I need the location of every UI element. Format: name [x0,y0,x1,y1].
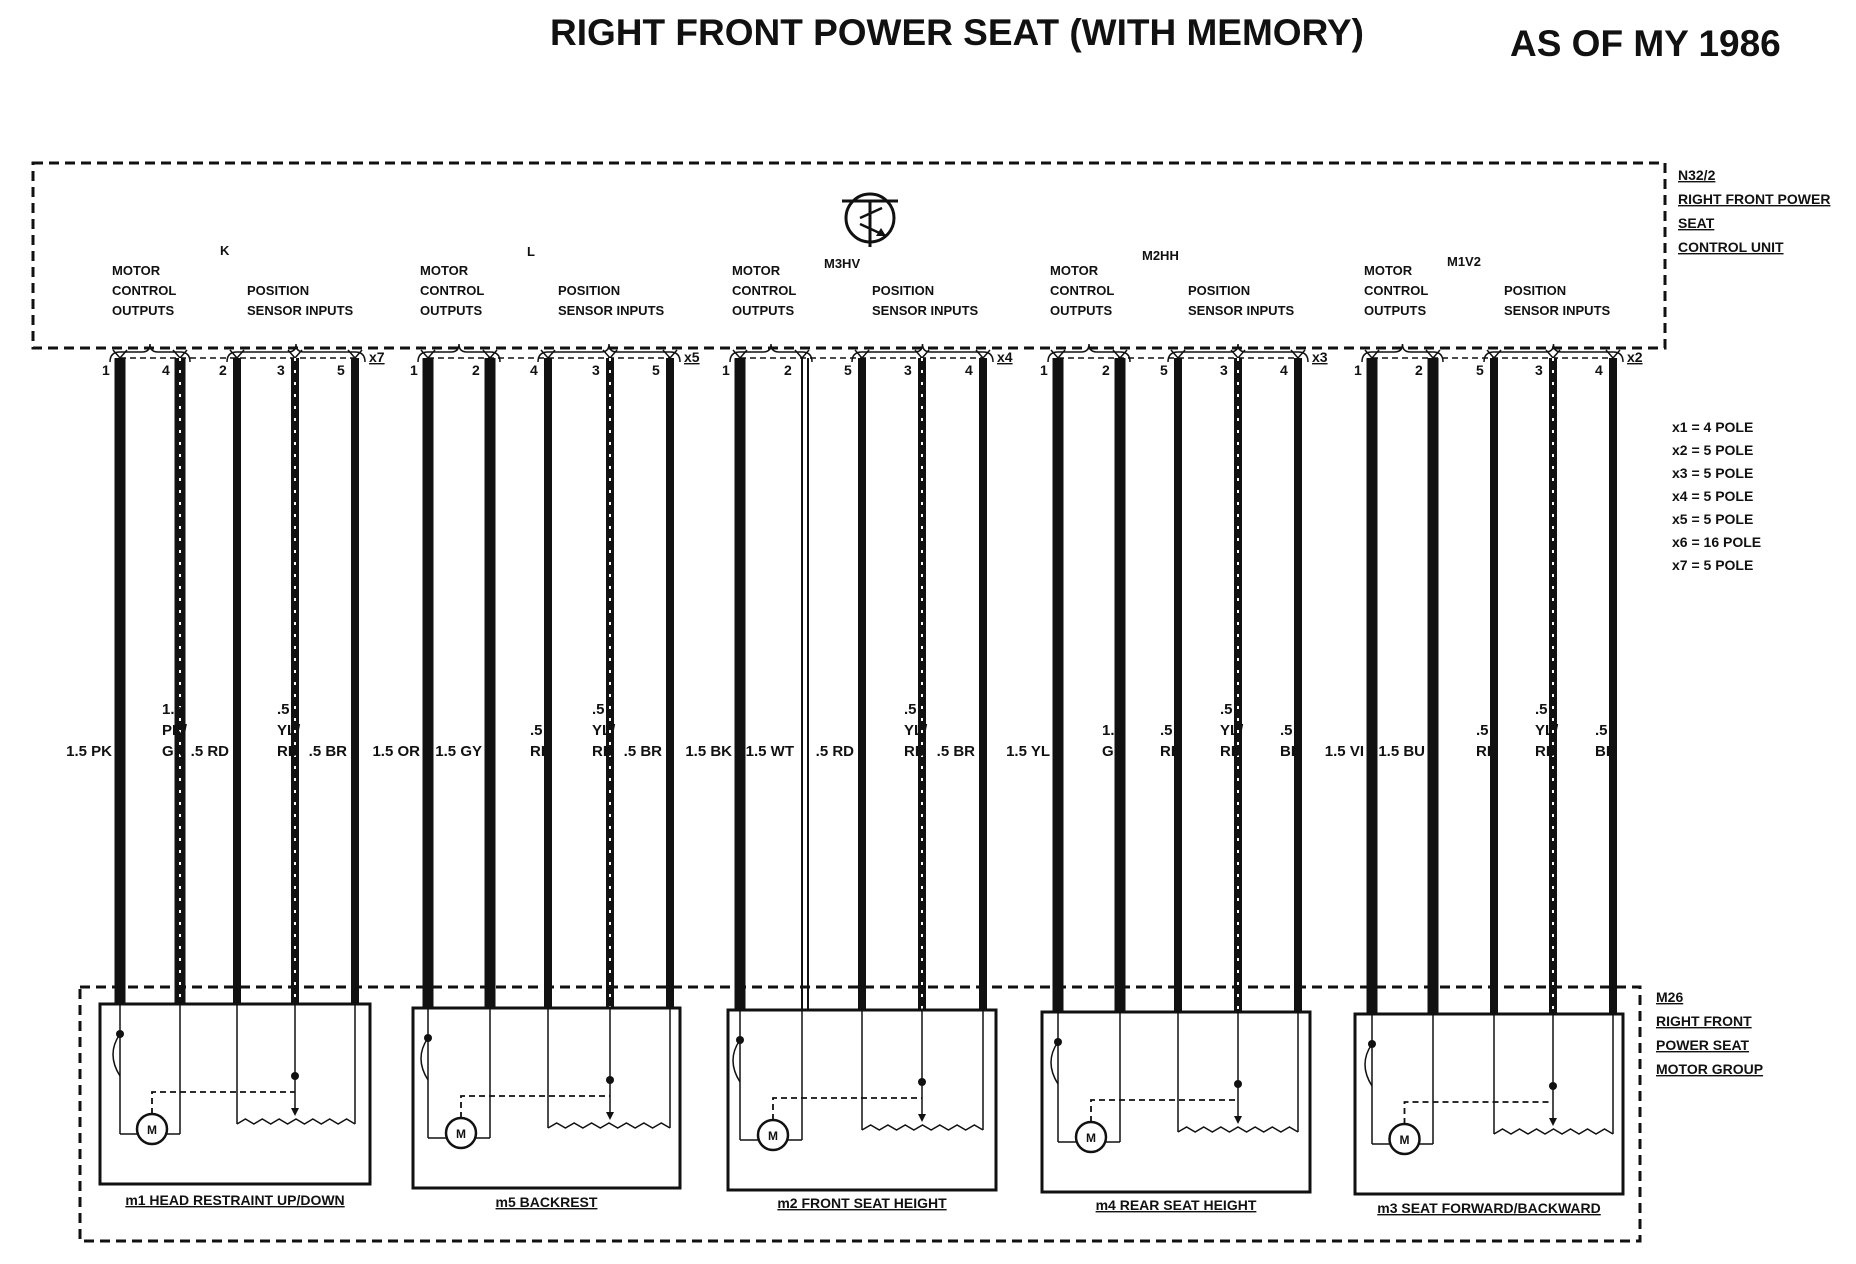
model-year-note: AS OF MY 1986 [1510,23,1781,64]
pin-tick [1051,350,1065,358]
wire-label: .5 [1280,722,1293,739]
connector-id-label: x5 [684,349,700,365]
pin-tick [113,350,127,358]
pin-number: 3 [1535,362,1543,378]
connector-id-label: x2 [1627,349,1643,365]
connector-id-label: x7 [369,349,385,365]
section-code-label: K [220,243,230,258]
sensor-inputs-label: SENSOR INPUTS [872,303,979,318]
sensor-inputs-label: POSITION [247,283,310,298]
pin-tick [1171,350,1185,358]
motor-symbol-letter: M [147,1123,157,1137]
wire-label: 1.5 [1102,722,1123,739]
wire [530,350,555,1008]
wire [685,350,747,1010]
wire [592,350,617,1008]
wiper-node [1234,1080,1242,1088]
wire-label: .5 [904,701,917,718]
legend-x2: x2 = 5 POLE [1672,442,1754,458]
motor-box [1042,1012,1310,1192]
wire-label: RD [277,743,299,760]
pin-number: 5 [337,362,345,378]
pin-number: 2 [1415,362,1423,378]
wire-label: .5 RD [815,743,854,760]
wire-label: 1.5 VI [1324,743,1364,760]
pin-number: 3 [1220,362,1228,378]
sensor-inputs-label: SENSOR INPUTS [247,303,354,318]
motor-symbol-letter: M [1399,1133,1410,1147]
switch-contact [424,1034,432,1042]
connector-legend [1672,419,1761,573]
wire-label: 1.5 YL [1006,743,1050,760]
pin-number: 2 [1102,362,1110,378]
motor-outputs-label: MOTOR [732,263,781,278]
section-code-label: M3HV [824,256,861,271]
wire-label: .5 [530,722,543,739]
pin-number: 4 [162,362,170,378]
wiring-section [685,256,1012,1211]
pin-number: 4 [530,362,538,378]
pin-tick [173,350,187,358]
motor-name-label: m4 REAR SEAT HEIGHT [1095,1197,1257,1213]
wiper-node [1549,1082,1557,1090]
pin-tick [663,350,677,358]
pin-number: 1 [722,362,730,378]
wire-label: RD [1476,743,1498,760]
motor-group-id: M26 [1656,989,1684,1005]
wire [1378,350,1440,1014]
wire [624,350,677,1008]
wire [904,350,929,1010]
pin-number: 3 [904,362,912,378]
wire [191,350,244,1004]
legend-x1: x1 = 4 POLE [1672,419,1754,435]
switch-contact [736,1036,744,1044]
legend-x5: x5 = 5 POLE [1672,511,1754,527]
wiring-section [66,243,385,1208]
pin-tick [1487,350,1501,358]
wire-label: .5 [1220,701,1233,718]
wire [66,350,127,1004]
pin-number: 1 [102,362,110,378]
motor-group-line-3: MOTOR GROUP [1656,1061,1764,1077]
wire-label: .5 BR [936,743,975,760]
wire [1595,350,1620,1014]
motor-outputs-label: CONTROL [420,283,485,298]
sensor-inputs-label: POSITION [1504,283,1567,298]
pin-tick [733,350,747,358]
pin-number: 3 [592,362,600,378]
pin-number: 5 [1160,362,1168,378]
sensor-inputs-label: SENSOR INPUTS [1504,303,1611,318]
wire [816,350,869,1010]
wire-label: .5 [1595,722,1608,739]
motor-outputs-label: MOTOR [112,263,161,278]
wire-label: RD [592,743,614,760]
wire-label: YL/ [1220,722,1244,739]
motor-outputs-label: CONTROL [1364,283,1429,298]
wiper-node [918,1078,926,1086]
motor-outputs-label: CONTROL [112,283,177,298]
sensor-inputs-label: POSITION [1188,283,1251,298]
wire-label: .5 [1476,722,1489,739]
motor-group-line-2: POWER SEAT [1656,1037,1750,1053]
pin-number: 1 [410,362,418,378]
wire [1280,350,1305,1012]
switch-contact [1368,1040,1376,1048]
wire-label: RD [1160,743,1182,760]
motor-box [1355,1014,1623,1194]
transistor-symbol-icon [842,194,898,247]
pin-tick [795,350,809,358]
pin-tick [976,350,990,358]
motor-outputs-label: OUTPUTS [112,303,175,318]
pin-number: 2 [472,362,480,378]
pin-tick [1365,350,1379,358]
wire-label: GN [162,743,185,760]
pin-number: 4 [1280,362,1288,378]
pin-number: 3 [277,362,285,378]
sensor-inputs-label: POSITION [558,283,621,298]
wire-label: BR [1280,743,1302,760]
wire [1220,350,1245,1012]
motor-name-label: m3 SEAT FORWARD/BACKWARD [1377,1200,1601,1216]
wire-label: .5 [1160,722,1173,739]
pin-number: 1 [1040,362,1048,378]
wire-label: YL/ [904,722,928,739]
motor-group-line-1: RIGHT FRONT [1656,1013,1752,1029]
motor-symbol-letter: M [768,1129,778,1143]
wire-label: YL/ [592,722,616,739]
motor-symbol-letter: M [456,1127,466,1141]
pin-number: 1 [1354,362,1362,378]
wire-label: .5 BR [623,743,662,760]
legend-x3: x3 = 5 POLE [1672,465,1754,481]
wire-label: 1.5 BU [1378,743,1425,760]
wire-label: .5 [277,701,290,718]
wire [937,350,990,1010]
legend-x4: x4 = 5 POLE [1672,488,1754,504]
wire-label: .5 RD [190,743,229,760]
wire-label: 1.5 PK [66,743,112,760]
wire [1102,350,1127,1012]
switch-contact [116,1030,124,1038]
wiper-node [291,1072,299,1080]
section-code-label: M2HH [1142,248,1179,263]
motor-outputs-label: CONTROL [1050,283,1115,298]
wire [1476,350,1501,1014]
motor-outputs-label: OUTPUTS [1050,303,1113,318]
connector-id-label: x4 [997,349,1013,365]
motor-outputs-label: OUTPUTS [1364,303,1427,318]
motor-outputs-label: MOTOR [420,263,469,278]
wire-label: .5 [1535,701,1548,718]
pin-tick [855,350,869,358]
control-unit-line-3: CONTROL UNIT [1678,239,1784,255]
wire [1325,350,1379,1014]
wiring-section [372,244,699,1210]
wire [372,350,435,1008]
section-code-label: M1V2 [1447,254,1481,269]
pin-tick [1606,350,1620,358]
legend-x6: x6 = 16 POLE [1672,534,1762,550]
wire [435,350,497,1008]
wire [277,350,302,1004]
wire [1006,350,1065,1012]
wire-label: RD [904,743,926,760]
wire-label: BR [1595,743,1617,760]
pin-number: 2 [219,362,227,378]
pin-number: 2 [784,362,792,378]
control-unit-id: N32/2 [1678,167,1716,183]
sensor-inputs-label: POSITION [872,283,935,298]
pin-tick [1291,350,1305,358]
section-code-label: L [527,244,535,259]
wire-label: 1.5 GY [435,743,482,760]
pin-number: 5 [844,362,852,378]
pin-tick [421,350,435,358]
pin-tick [348,350,362,358]
pin-number: 5 [1476,362,1484,378]
pin-tick [1426,350,1440,358]
pin-number: 4 [1595,362,1603,378]
wire-label: .5 BR [308,743,347,760]
wire-label: 1.5 WT [745,743,794,760]
pin-tick [483,350,497,358]
sensor-inputs-label: SENSOR INPUTS [558,303,665,318]
wire-label: RD [530,743,552,760]
pin-tick [541,350,555,358]
wire [162,350,188,1004]
wiper-node [606,1076,614,1084]
diagram-title: RIGHT FRONT POWER SEAT (WITH MEMORY) [550,12,1364,53]
pin-number: 4 [965,362,973,378]
motor-name-label: m1 HEAD RESTRAINT UP/DOWN [125,1192,345,1208]
control-unit-label [1678,167,1830,255]
connector-id-label: x3 [1312,349,1328,365]
wire [746,350,809,1010]
legend-x7: x7 = 5 POLE [1672,557,1754,573]
wire-label: RD [1535,743,1557,760]
wire-label: GN [1102,743,1125,760]
wire-label: 1.5 [162,701,183,718]
motor-symbol-letter: M [1086,1131,1096,1145]
control-unit-line-2: SEAT [1678,215,1715,231]
wire [1160,350,1185,1012]
pin-number: 5 [652,362,660,378]
motor-box [413,1008,680,1188]
pin-tick [230,350,244,358]
motor-outputs-label: MOTOR [1050,263,1099,278]
motor-box [100,1004,370,1184]
wire-label: YL/ [1535,722,1559,739]
wire [309,350,362,1004]
wire-label: 1.5 BK [685,743,732,760]
wire [1535,350,1560,1014]
wire-label: .5 [592,701,605,718]
motor-outputs-label: OUTPUTS [732,303,795,318]
motor-outputs-label: OUTPUTS [420,303,483,318]
motor-outputs-label: MOTOR [1364,263,1413,278]
wiring-section [1006,248,1328,1213]
wire-label: YL/ [277,722,301,739]
wire-label: RD [1220,743,1242,760]
pin-tick [1113,350,1127,358]
sensor-inputs-label: SENSOR INPUTS [1188,303,1295,318]
motor-name-label: m5 BACKREST [495,1194,598,1210]
wiring-sections [66,243,1643,1216]
motor-group-label [1656,989,1763,1077]
motor-name-label: m2 FRONT SEAT HEIGHT [777,1195,947,1211]
switch-contact [1054,1038,1062,1046]
wire-label: 1.5 OR [372,743,420,760]
motor-outputs-label: CONTROL [732,283,797,298]
wiring-section [1325,254,1643,1216]
control-unit-line-1: RIGHT FRONT POWER [1678,191,1831,207]
wire-label: PK/ [162,722,188,739]
